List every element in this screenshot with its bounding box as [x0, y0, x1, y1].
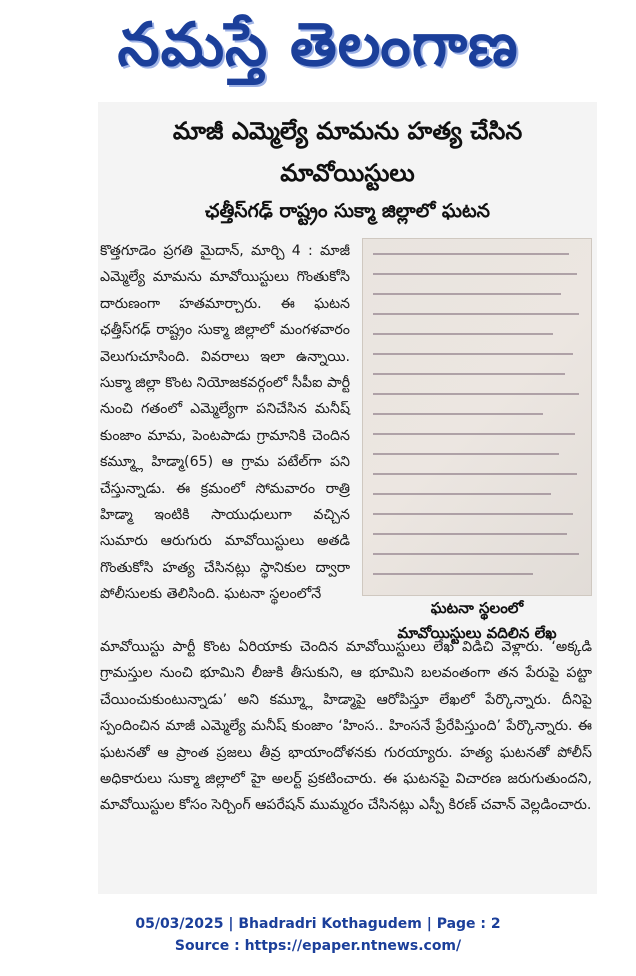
photo-caption-line-2: మావోయిస్టులు వదిలిన లేఖ	[397, 624, 557, 642]
article-body-lead: కొత్తగూడెం ప్రగతి మైదాన్, మార్చి 4 : మాజీ ఎమ్మెల్యే మామను మావోయిస్టులు గొంతుకోసి దారుణంగా హతమార్చారు. ఈ ఘటన ఛత్తీస్‌గఢ్ రాష్ట్రం సుక్మా జిల్లాలో మంగళవారం వెలుగుచూసింది. వివరాలు ఇలా ఉన్నాయి. సుక్మా జిల్లా కొంట నియోజకవర్గంలో సీపీఐ పార్టీ నుంచి గతంలో ఎమ్మెల్యేగా పనిచేసిన మనీష్ కుంజాం మామ, పెంటపాడు గ్రామానికి చెందిన కమ్మ్లూ హిడ్మా(65) ఆ గ్రామ పటేల్‌గా పని చేస్తున్నాడు. ఈ క్రమంలో సోమవారం రాత్రి హిడ్మా ఇంటికి సాయుధులుగా వచ్చిన సుమారు ఆరుగురు మావోయిస్టులు అతడి గొంతుకోసి హత్య చేసినట్లు స్థానికుల ద్వారా పోలీసులకు తెలిసింది. ఘటనా స్థలంలోనే	[100, 243, 350, 603]
masthead	[0, 0, 636, 90]
maoist-letter-photo	[362, 238, 592, 596]
subheadline: ఛత్తీస్‌గఢ్ రాష్ట్రం సుక్మా జిల్లాలో ఘటన	[205, 200, 490, 222]
footer-date-edition: 05/03/2025 | Bhadradri Kothagudem | Page : 2	[135, 916, 501, 932]
headline-line-1: మాజీ ఎమ్మెల్యే మామను హత్య చేసిన	[172, 117, 523, 145]
masthead-logo: నమస్తే తెలంగాణ	[117, 10, 519, 80]
headline-line-2: మావోయిస్టులు	[280, 159, 415, 187]
photo-caption-line-1: ఘటనా స్థలంలో	[430, 599, 524, 617]
footer-source: Source : https://epaper.ntnews.com/	[174, 938, 462, 954]
article-body-rest: మావోయిస్టు పార్టీ కొంట ఏరియాకు చెందిన మావోయిస్టులు లేఖ విడిచి వెళ్లారు. ‘అక్కడి గ్రామస్తుల నుంచి భూమిని లీజుకి తీసుకుని, ఆ భూమిని బలవంతంగా తన పేరుపై పట్టా చేయించుకుంటున్నాడు’ అని కమ్మ్లూ హిడ్మాపై ఆరోపిస్తూ లేఖలో పేర్కొన్నారు. దీనిపై స్పందించిన మాజీ ఎమ్మెల్యే మనీష్ కుంజాం ‘హింస.. హింసనే ప్రేరేపిస్తుంది’ పేర్కొన్నారు. ఈ ఘటనతో ఆ ప్రాంత ప్రజలు తీవ్ర భాయాందోళనకు గురయ్యారు. హత్య ఘటనతో పోలీస్ అధికారులు సుక్మా జిల్లాలో హై అలర్ట్ ప్రకటించారు. ఈ ఘటనపై విచారణ జరుగుతుందని, మావోయిస్టుల కోసం సెర్చింగ్ ఆపరేషన్ ముమ్మరం చేసినట్లు ఎస్పీ కిరణ్ చవాన్ వెల్లడించారు.	[100, 639, 592, 814]
